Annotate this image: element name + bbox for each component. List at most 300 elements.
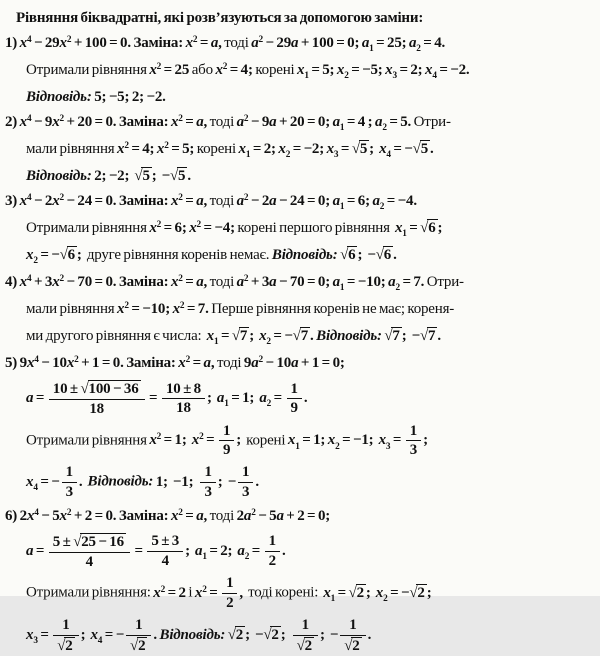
math-variable: x: [278, 141, 286, 157]
subscript: 3: [33, 636, 38, 647]
numerator: 1: [290, 380, 298, 397]
denominator: 2: [226, 595, 234, 612]
square-root: [60, 247, 77, 263]
numerator: 1: [62, 616, 70, 633]
math-variable: x: [327, 432, 336, 449]
math-variable: x: [59, 507, 67, 524]
continuation-line: Отримали рівняння $x^2 = 1$; $x^2$ = $\frac{1}{9}$ ; корені $x_1 = 1$; $x_2 = -1$; $x_3$ = $\frac{1}{3}$ ;: [26, 422, 428, 459]
math-expression: $a^2 - 29a + 100 = 0$;: [251, 34, 360, 51]
subscript: 1: [304, 71, 309, 82]
superscript: 2: [124, 300, 129, 311]
bold-text: Рівняння біквадратні, які розв’язуються за допомогою заміни:: [16, 10, 424, 26]
superscript: 4: [26, 113, 32, 124]
math-variable: x: [178, 355, 186, 371]
math-variable: a: [291, 355, 299, 371]
square-root: [297, 638, 314, 654]
square-root: [413, 141, 430, 157]
fraction-bar: [147, 551, 183, 552]
fraction-bar: [53, 635, 78, 636]
denominator: 3: [242, 483, 250, 500]
item-line: 6) $2x^4 - 5x^2 + 2 = 0$. Заміна: $x^2 = a$, тоді $2a^2 - 5a + 2 = 0$;: [5, 507, 331, 524]
fraction: [219, 423, 234, 460]
superscript: 2: [192, 34, 198, 45]
numerator: 1: [65, 464, 73, 481]
numerator: 5 ± 3: [151, 533, 180, 550]
subscript: 2: [382, 123, 387, 134]
radicand: 5: [178, 168, 186, 184]
radicand: 2: [356, 585, 364, 602]
math-variable: x: [238, 141, 246, 157]
math-expression: $x_4$ = − $\frac{1}{3}$ .: [26, 464, 83, 500]
math-variable: a: [332, 114, 340, 130]
subscript: 3: [385, 441, 391, 452]
math-expression: $x^4 - 29x^2 + 100 = 0$.: [19, 34, 131, 51]
subscript: 1: [295, 441, 300, 452]
numerator: 10 ± 8: [165, 380, 201, 397]
math-variable: x: [59, 35, 67, 51]
math-variable: x: [185, 35, 193, 51]
radicand: 2: [235, 627, 244, 644]
math-variable: x: [170, 274, 179, 290]
math-expression: $x_2 = -1$;: [327, 432, 374, 452]
italic-text: [88, 474, 154, 490]
math-variable: x: [215, 62, 223, 78]
subscript: 1: [339, 283, 345, 294]
math-variable: x: [149, 220, 157, 236]
math-variable: x: [117, 141, 125, 157]
math-variable: a: [332, 193, 340, 209]
math-variable: x: [26, 627, 34, 644]
math-expression: $x^2 = a$,: [170, 273, 208, 290]
math-variable: a: [251, 35, 259, 51]
math-expression: $x^4 + 3x^2 - 70 = 0$.: [19, 273, 117, 290]
subscript: 2: [416, 44, 421, 55]
item-line: 2) $x^4 - 9x^2 + 20 = 0$. Заміна: $x^2 = a$, тоді $a^2 - 9a + 20 = 0$; $a_1 = 4$ ; $a_2 = 5$. Отри-: [5, 113, 451, 134]
italic-text: [272, 247, 338, 263]
math-variable: x: [326, 141, 334, 157]
denominator: 4: [85, 553, 93, 570]
subscript: 1: [202, 552, 207, 563]
math-variable: x: [19, 193, 27, 209]
continuation-line: Отримали рівняння $x^2 = 6$; $x^2 = -4$; корені першого рівняння $x_1 = √6$ ;: [26, 219, 443, 240]
math-variable: x: [191, 432, 200, 449]
italic-text: [160, 627, 226, 643]
math-expression: $x^2 = a$,: [185, 34, 222, 51]
math-expression: $x^2 = a$,: [170, 192, 208, 209]
superscript: 2: [258, 34, 263, 45]
math-expression: $x_1 = 2$;: [238, 141, 276, 161]
radical-icon: √: [351, 141, 360, 157]
bold-text: Відповідь:: [316, 328, 382, 344]
math-variable: a: [361, 35, 370, 51]
math-expression: $x^2 = -4$;: [189, 219, 235, 236]
math-expression: $x^2 = 25$: [149, 61, 190, 78]
square-root: [170, 168, 187, 184]
page-title: [16, 7, 597, 29]
denominator: [340, 637, 365, 655]
math-variable: a: [196, 507, 204, 524]
superscript: 2: [178, 273, 183, 284]
subscript: 1: [224, 399, 229, 410]
superscript: 2: [124, 140, 129, 151]
fraction: [53, 617, 78, 655]
fraction: [287, 381, 302, 418]
radical-icon: √: [409, 585, 418, 602]
bold-text: Заміна:: [126, 355, 176, 371]
math-variable: x: [259, 328, 267, 344]
subscript: 4: [432, 71, 437, 82]
math-expression: $x_1 = √7$ ;: [206, 328, 254, 348]
math-variable: a: [269, 274, 277, 290]
superscript: 4: [34, 507, 39, 518]
bold-text: Заміна:: [133, 35, 184, 51]
math-expression: $x^2 = 6$;: [149, 219, 187, 236]
subscript: 1: [213, 337, 219, 348]
math-expression: $a_1 = 2$;: [195, 543, 233, 563]
superscript: 2: [156, 432, 162, 443]
italic-text: [26, 89, 92, 105]
math-expression: √7 ;: [384, 328, 407, 344]
math-variable: a: [236, 193, 244, 209]
denominator: [53, 637, 78, 655]
square-root: [73, 534, 126, 550]
superscript: 4: [34, 354, 39, 365]
square-root: [57, 638, 74, 654]
fraction: [49, 533, 130, 571]
math-expression: $a_2 = 5$.: [375, 114, 412, 134]
math-variable: a: [269, 114, 277, 130]
radical-icon: √: [412, 141, 421, 157]
fraction: [147, 533, 183, 570]
radical-icon: √: [73, 533, 82, 550]
fraction: [340, 617, 365, 655]
math-variable: x: [19, 35, 27, 51]
square-root: [352, 141, 369, 157]
math-expression: $a_2 = 7$.: [388, 274, 425, 294]
superscript: 2: [178, 507, 183, 518]
math-expression: $x_3$ = $\frac{1}{√2}$ ;: [26, 616, 86, 654]
math-expression: $x^2$ = $\frac{1}{9}$ ;: [191, 422, 242, 459]
square-root: [344, 638, 361, 654]
math-variable: x: [170, 193, 179, 209]
math-expression: −√2 ;: [254, 627, 286, 644]
subscript: 2: [33, 256, 38, 267]
radical-icon: √: [57, 637, 66, 654]
math-variable: x: [336, 62, 345, 78]
bold-text: 3): [5, 193, 18, 209]
continuation-line: [26, 379, 597, 419]
math-variable: a: [372, 193, 380, 209]
square-root: [228, 627, 245, 643]
continuation-line: [26, 165, 597, 187]
math-variable: x: [26, 355, 35, 371]
subscript: 4: [33, 483, 38, 494]
math-variable: a: [251, 355, 259, 371]
math-expression: a = $\frac{5 \pm √25 - 16}{4}$ = $\frac{5 \pm 3}{4}$ ;: [26, 533, 190, 570]
superscript: 2: [196, 219, 201, 230]
math-variable: x: [172, 301, 180, 317]
item-line: 1) $x^4 - 29x^2 + 100 = 0$. Заміна: $x^2 = a$, тоді $a^2 - 29a + 100 = 0$; $a_1 = 25$; $a_2 = 4$.: [5, 34, 446, 55]
radicand: 6: [428, 220, 436, 236]
math-expression: $x^2 = -10$;: [117, 300, 170, 317]
math-expression: $a^2 + 3a - 70 = 0$;: [236, 273, 331, 290]
radicand: 2: [417, 585, 425, 602]
math-expression: $x_4 = -√5$ .: [379, 141, 434, 161]
math-expression: $x_2 = -2$;: [278, 141, 325, 161]
math-variable: a: [269, 193, 277, 209]
radicand: 7: [300, 328, 309, 344]
math-variable: a: [195, 543, 203, 560]
radicand: 7: [392, 328, 400, 344]
math-expression: $x^2 = 1$;: [149, 432, 187, 449]
radical-icon: √: [296, 637, 305, 654]
numerator: 1: [226, 575, 234, 592]
continuation-line: [26, 463, 597, 502]
subscript: 1: [369, 44, 374, 55]
fraction-bar: [200, 482, 215, 483]
math-variable: x: [297, 62, 305, 78]
math-expression: $a^2 - 2a - 24 = 0$;: [236, 192, 331, 209]
math-expression: $x^2 = 2$: [153, 585, 186, 602]
radical-icon: √: [340, 247, 349, 263]
superscript: 2: [66, 34, 72, 45]
radicand: 6: [383, 247, 392, 263]
square-root: [420, 220, 437, 236]
item-line: 4) $x^4 + 3x^2 - 70 = 0$. Заміна: $x^2 = a$, тоді $a^2 + 3a - 70 = 0$; $a_1 = -10$; $a_2 = 7$. Отри-: [5, 273, 464, 294]
math-expression: $2x^4 - 5x^2 + 2 = 0$.: [19, 507, 117, 524]
math-variable: a: [236, 114, 244, 130]
fraction-bar: [293, 635, 318, 636]
square-root: [409, 585, 426, 601]
numerator: 1: [268, 533, 276, 550]
math-variable: x: [194, 585, 203, 602]
denominator: 2: [268, 553, 276, 570]
bold-text: Заміна:: [118, 507, 169, 524]
math-expression: $9x^4 - 10x^2 + 1 = 0$.: [19, 354, 124, 371]
math-variable: a: [291, 35, 299, 51]
bold-text: Відповідь:: [26, 89, 92, 105]
radicand: 2: [304, 637, 312, 654]
square-root: [420, 328, 437, 344]
radicand: 100 − 36: [88, 381, 139, 397]
radicand: 6: [67, 247, 75, 263]
math-variable: a: [332, 274, 340, 290]
numerator: 1: [204, 464, 212, 481]
math-expression: $x^2 = 5$;: [156, 140, 195, 157]
math-variable: x: [26, 473, 34, 490]
radical-icon: √: [420, 220, 429, 236]
square-root: [263, 627, 280, 643]
superscript: 2: [74, 354, 79, 365]
math-expression: $x_1 = √2$ ;: [323, 585, 371, 605]
superscript: 2: [258, 354, 263, 365]
math-variable: a: [408, 35, 417, 51]
math-variable: x: [170, 114, 179, 130]
math-variable: x: [52, 114, 60, 130]
bold-text: Відповідь:: [159, 627, 226, 644]
fraction-bar: [62, 482, 77, 483]
math-variable: x: [66, 355, 75, 371]
superscript: 2: [222, 61, 228, 72]
superscript: 4: [26, 192, 32, 203]
math-variable: a: [388, 274, 396, 290]
math-variable: x: [117, 301, 125, 317]
radical-icon: √: [419, 328, 429, 344]
superscript: 2: [156, 219, 162, 230]
radicand: 7: [428, 328, 436, 344]
math-variable: x: [189, 220, 197, 236]
math-variable: a: [196, 193, 204, 209]
superscript: 2: [199, 432, 204, 443]
math-variable: a: [203, 355, 211, 371]
square-root: [81, 381, 141, 397]
superscript: 2: [178, 113, 183, 124]
math-expression: $9a^2 - 10a + 1 = 0$;: [243, 354, 345, 371]
subscript: 1: [245, 150, 251, 161]
math-variable: x: [26, 247, 34, 263]
subscript: 1: [402, 229, 407, 240]
math-expression: $x_1 = 1$;: [287, 432, 326, 452]
math-expression: $x_4$ = − $\frac{1}{√2}$ .: [90, 616, 157, 654]
math-expression: $x^2 = 4$;: [117, 140, 155, 157]
math-expression: √6 ;: [340, 247, 363, 263]
math-expression: 1; −1; $\frac{1}{3}$ ; − $\frac{1}{3}$ .: [155, 464, 259, 500]
fraction: [265, 533, 280, 570]
superscript: 2: [251, 507, 256, 518]
math-variable: x: [385, 62, 393, 78]
fraction-bar: [49, 399, 145, 400]
math-expression: $x^2 = a$,: [178, 354, 215, 371]
bold-text: Заміна:: [118, 193, 169, 209]
math-variable: a: [216, 390, 225, 407]
fraction-bar: [287, 398, 302, 399]
bold-text: 5): [5, 355, 18, 371]
math-variable: x: [375, 585, 384, 602]
fraction-bar: [219, 440, 234, 441]
radical-icon: √: [227, 627, 236, 644]
radical-icon: √: [170, 168, 179, 184]
math-expression: √2 ;: [227, 627, 250, 644]
bold-text: Відповідь:: [271, 247, 338, 263]
math-variable: x: [170, 507, 179, 524]
subscript: 2: [383, 594, 388, 605]
math-variable: a: [196, 274, 204, 290]
math-expression: $x^4 - 2x^2 - 24 = 0$.: [19, 192, 117, 209]
bold-text: 2): [5, 114, 18, 130]
bold-text: Заміна:: [118, 274, 169, 290]
math-expression: $x_2 = -5$;: [336, 62, 383, 82]
numerator: 1: [409, 422, 418, 439]
math-variable: x: [52, 274, 60, 290]
math-variable: x: [287, 432, 296, 449]
math-variable: x: [149, 62, 157, 78]
bold-text: Заміна:: [118, 114, 169, 130]
math-expression: 2; −2; √5 ; −√5 .: [94, 168, 191, 184]
radical-icon: √: [375, 247, 384, 263]
math-expression: − $\frac{1}{√2}$ .: [329, 616, 372, 654]
radicand: 5: [359, 141, 368, 157]
superscript: 2: [202, 585, 207, 595]
continuation-line: ми другого рівняння є числа: $x_1 = √7$ ; $x_2 = -√7$ . Відповідь: √7 ; −√7 .: [26, 328, 441, 348]
math-expression: $a_1 = 6$;: [332, 193, 370, 213]
subscript: 2: [266, 337, 271, 348]
square-root: [384, 328, 401, 344]
math-expression: a = $\frac{10 \pm √100 - 36}{18}$ = $\frac{10 \pm 8}{18}$ ;: [26, 380, 212, 417]
numerator: 10 ± √100 − 36: [52, 381, 139, 397]
math-expression: $x^2 = 4$;: [215, 61, 253, 78]
math-expression: $x_4 = -2$.: [425, 62, 470, 82]
radicand: 2: [65, 637, 73, 654]
radicand: 5: [142, 168, 150, 184]
continuation-line: Отримали рівняння: $x^2 = 2$ і $x^2$ = $\frac{1}{2}$ , тоді корені: $x_1 = √2$ ; $x_2 = -√2$ ;: [26, 575, 432, 612]
math-variable: a: [26, 390, 34, 407]
italic-text: [26, 168, 92, 184]
radical-icon: √: [59, 247, 68, 263]
denominator: [126, 637, 151, 655]
math-variable: a: [26, 543, 34, 560]
math-expression: 5; −5; 2; −2.: [94, 89, 166, 105]
radicand: 2: [271, 627, 279, 644]
subscript: 2: [395, 283, 400, 294]
math-expression: $x^2 = 7$.: [172, 300, 209, 317]
numerator: 1: [135, 616, 143, 633]
math-variable: x: [378, 432, 386, 449]
math-expression: $2a^2 - 5a + 2 = 0$;: [236, 507, 331, 524]
math-expression: $x_3 = 2$;: [385, 62, 423, 82]
fraction: [293, 617, 318, 655]
math-expression: $x_3$ = $\frac{1}{3}$ ;: [378, 422, 428, 459]
superscript: 2: [164, 140, 169, 151]
denominator: [293, 637, 318, 655]
math-variable: x: [379, 141, 387, 157]
superscript: 2: [59, 273, 64, 284]
math-expression: $x_2 = -√7$ .: [259, 328, 314, 348]
radicand: 25 − 16: [81, 533, 124, 550]
math-expression: $x^2 = a$,: [170, 507, 208, 524]
math-variable: a: [375, 114, 383, 130]
denominator: 18: [176, 400, 191, 417]
math-expression: $a_2 = -4$.: [372, 193, 417, 213]
fraction: [222, 575, 237, 612]
math-variable: a: [276, 507, 284, 524]
superscript: 2: [243, 113, 249, 124]
item-line: 5) $9x^4 - 10x^2 + 1 = 0$. Заміна: $x^2 = a$, тоді $9a^2 - 10a + 1 = 0$;: [5, 354, 345, 371]
radical-icon: √: [263, 627, 272, 644]
subscript: 1: [339, 202, 345, 213]
fraction: [49, 380, 145, 418]
subscript: 3: [392, 71, 397, 82]
subscript: 1: [339, 123, 345, 134]
math-variable: a: [243, 507, 252, 524]
superscript: 2: [179, 300, 185, 311]
math-expression: $x_1 = 5$;: [297, 62, 335, 82]
radical-icon: √: [231, 328, 240, 344]
square-root: [340, 247, 357, 263]
subscript: 3: [333, 150, 339, 161]
fraction-bar: [238, 482, 253, 483]
continuation-line: [26, 86, 597, 108]
math-expression: $\frac{1}{√2}$ ;: [291, 627, 325, 643]
subscript: 4: [386, 150, 391, 161]
math-variable: x: [206, 328, 214, 344]
subscript: 4: [97, 636, 103, 647]
fraction-bar: [406, 440, 421, 441]
numerator: 5 ± √25 − 16: [52, 533, 124, 550]
solution-document: [4, 7, 597, 656]
math-variable: x: [26, 507, 35, 524]
numerator: 1: [222, 422, 231, 439]
math-variable: a: [210, 35, 219, 51]
